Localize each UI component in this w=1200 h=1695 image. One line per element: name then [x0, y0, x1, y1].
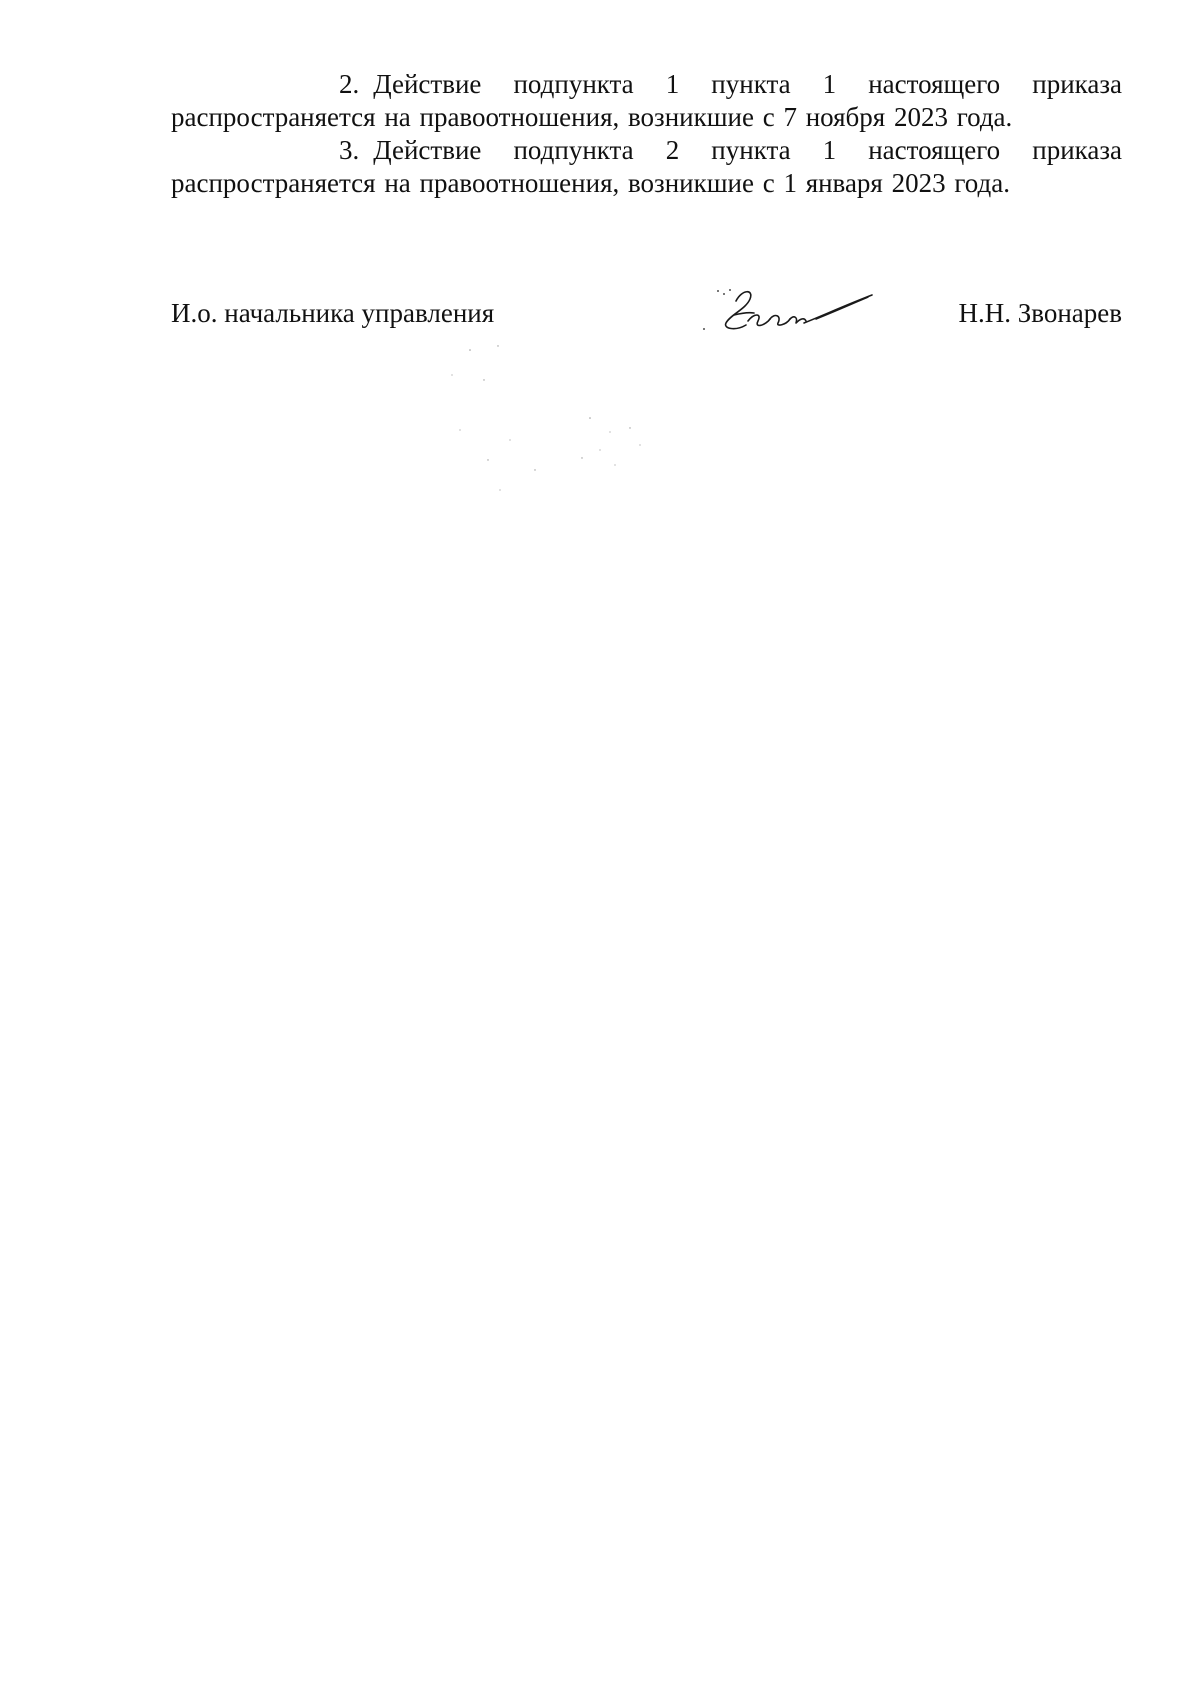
signature-block — [171, 285, 1122, 345]
paragraph-text: Действие подпункта 1 пункта 1 настоящего приказа распространяется на правоотношения, возникшие с 7 ноября 2023 года. — [171, 69, 1122, 132]
paragraph-text: Действие подпункта 2 пункта 1 настоящего приказа распространяется на правоотношения, возникшие с 1 января 2023 года. — [171, 135, 1122, 198]
signatory-position: И.о. начальника управления — [171, 298, 495, 328]
handwritten-signature — [696, 285, 876, 341]
paragraph-number: 3. — [339, 135, 360, 165]
scan-specks — [440, 340, 690, 520]
paragraph-number: 2. — [339, 69, 360, 99]
document-body — [171, 68, 1122, 200]
signatory-name: Н.Н. Звонарев — [958, 298, 1122, 328]
paragraph-3 — [171, 134, 1122, 200]
paragraph-2 — [171, 68, 1122, 134]
